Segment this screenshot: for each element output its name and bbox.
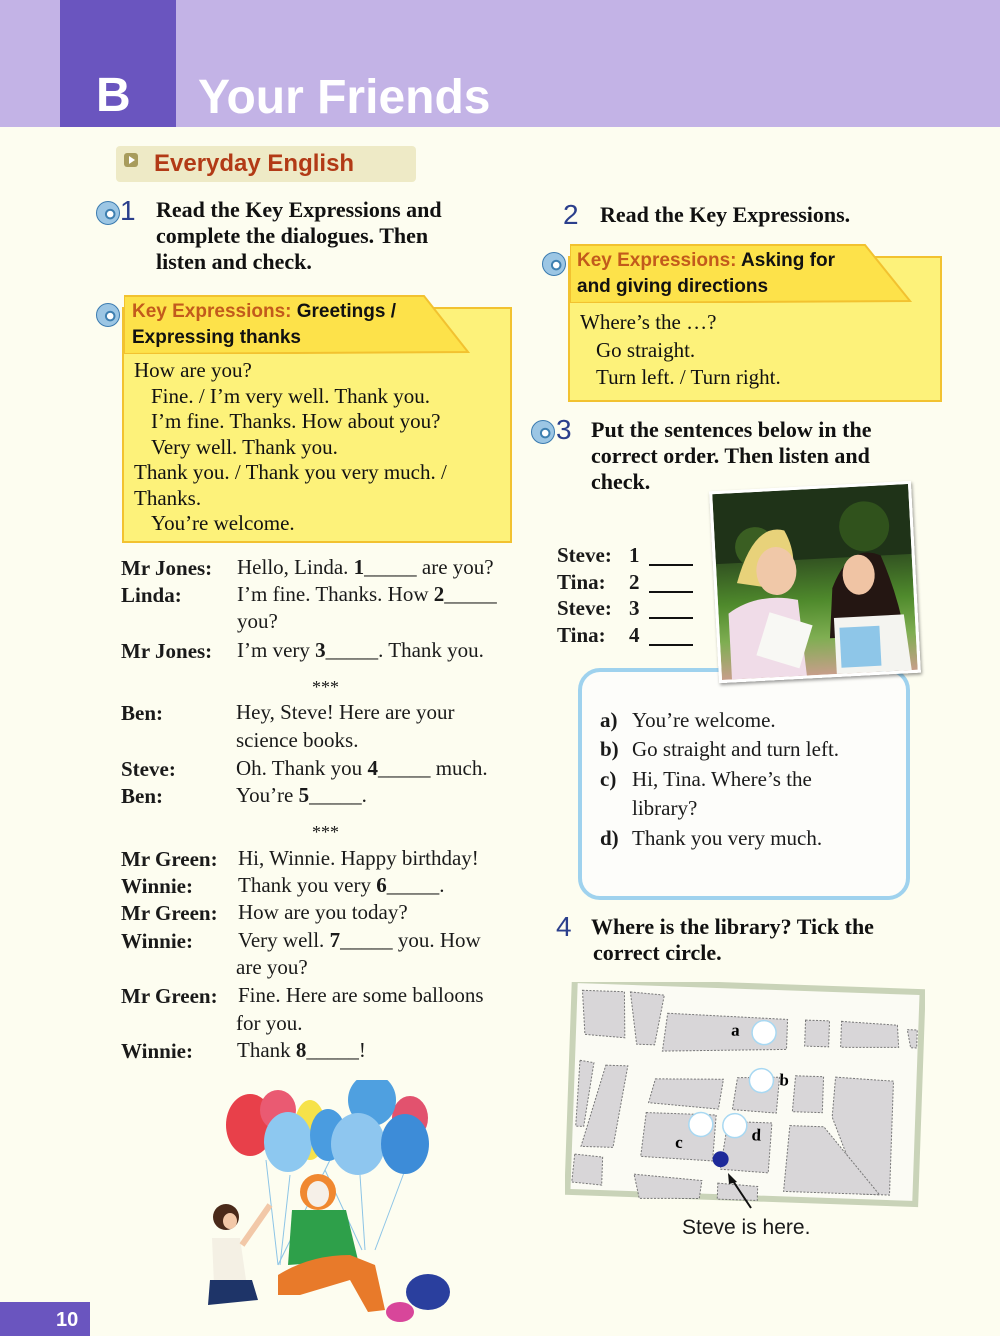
- order-row[interactable]: Steve: 1: [557, 542, 612, 568]
- exercise-4-instruction-line: Where is the library? Tick the: [591, 914, 874, 939]
- page-number: 10: [56, 1309, 79, 1331]
- dialogue-speaker: Winnie:: [121, 1039, 193, 1063]
- dialogue-line: Hey, Steve! Here are your: [236, 700, 455, 724]
- birthday-clown-illustration: [200, 1080, 450, 1330]
- dialogue-speaker: Mr Green:: [121, 847, 218, 871]
- key-expression: Thanks.: [134, 486, 202, 510]
- dialogue-speaker: Steve:: [121, 757, 176, 781]
- key-expression: Go straight.: [596, 338, 696, 362]
- map-circle-d: [722, 1113, 747, 1138]
- key-expression: Turn left. / Turn right.: [596, 365, 781, 389]
- option-item: d) Thank you very much.: [600, 826, 823, 850]
- answer-blank: [649, 644, 693, 646]
- exercise-1-instruction-line: complete the dialogues. Then: [156, 223, 429, 248]
- audio-cd-icon[interactable]: [96, 303, 120, 327]
- unit-letter: B: [96, 69, 131, 122]
- map-circle-b: [749, 1068, 774, 1093]
- exercise-1-instruction-line: Read the Key Expressions and: [156, 197, 442, 222]
- map-circle-a: [752, 1020, 777, 1045]
- exercise-3-instruction-line: Put the sentences below in the: [591, 417, 872, 442]
- dialogue-speaker: Winnie:: [121, 874, 193, 898]
- option-item: b) Go straight and turn left.: [600, 737, 840, 761]
- dialogue-speaker: Mr Jones:: [121, 639, 213, 663]
- dialogue-speaker: Ben:: [121, 784, 163, 808]
- audio-cd-icon[interactable]: [531, 420, 555, 444]
- answer-blank: [649, 564, 693, 566]
- dialogue-separator: ***: [312, 822, 339, 842]
- map-label-a: a: [730, 1020, 740, 1040]
- key-expression: You’re welcome.: [151, 511, 295, 535]
- dialogue-speaker: Winnie:: [121, 929, 193, 953]
- dialogue-line[interactable]: I’m fine. Thanks. How 2_____: [237, 582, 497, 606]
- map-label-b: b: [779, 1070, 790, 1090]
- dialogue-speaker: Mr Jones:: [121, 556, 213, 580]
- key-heading-part: Expressing thanks: [132, 327, 301, 348]
- key-expression: Thank you. / Thank you very much. /: [134, 460, 447, 484]
- answer-blank: [649, 617, 693, 619]
- play-icon: [124, 153, 138, 167]
- option-item: library?: [632, 796, 698, 820]
- option-item: a) You’re welcome.: [600, 708, 776, 732]
- key-heading-part: Asking for: [741, 250, 835, 271]
- answer-blank: [649, 591, 693, 593]
- dialogue-line[interactable]: Thank you very 6_____.: [238, 873, 445, 897]
- dialogue-line[interactable]: Thank 8_____!: [237, 1038, 366, 1062]
- exercise-1-instruction-line: listen and check.: [156, 249, 312, 274]
- key-expression: How are you?: [134, 358, 252, 382]
- dialogue-line: Hi, Winnie. Happy birthday!: [238, 846, 479, 870]
- dialogue-line[interactable]: Very well. 7_____ you. How: [238, 928, 481, 952]
- dialogue-line: Fine. Here are some balloons: [238, 983, 484, 1007]
- audio-cd-icon[interactable]: [542, 252, 566, 276]
- exercise-3-number: 3: [556, 414, 572, 445]
- key-expression: I’m fine. Thanks. How about you?: [151, 409, 441, 433]
- key-heading-part: and giving directions: [577, 276, 769, 297]
- key-box-heading: [577, 248, 835, 274]
- exercise-4-number: 4: [556, 911, 572, 942]
- dialogue-line: you?: [237, 609, 278, 633]
- page-title: Your Friends: [198, 71, 491, 124]
- key-expression: Where’s the …?: [580, 310, 717, 334]
- steve-and-tina-photo: [709, 481, 921, 683]
- dialogue-separator: ***: [312, 677, 339, 697]
- section-title: Everyday English: [154, 150, 355, 177]
- dialogue-line[interactable]: You’re 5_____.: [236, 783, 367, 807]
- exercise-4-instruction-line: correct circle.: [593, 940, 722, 965]
- dialogue-speaker: Ben:: [121, 701, 163, 725]
- exercise-2-number: 2: [563, 199, 579, 230]
- dialogue-line: science books.: [236, 728, 359, 752]
- option-item: c) Hi, Tina. Where’s the: [600, 767, 812, 791]
- exercise-2-instruction: Read the Key Expressions.: [600, 202, 851, 227]
- dialogue-speaker: Linda:: [121, 583, 182, 607]
- dialogue-line: for you.: [236, 1011, 303, 1035]
- order-row[interactable]: Tina: 4: [557, 622, 606, 648]
- key-label: Key Expressions:: [132, 301, 292, 322]
- audio-cd-icon[interactable]: [96, 201, 120, 225]
- dialogue-line[interactable]: Hello, Linda. 1_____ are you?: [237, 555, 494, 579]
- dialogue-line[interactable]: Oh. Thank you 4_____ much.: [236, 756, 488, 780]
- dialogue-line[interactable]: I’m very 3_____. Thank you.: [237, 638, 484, 662]
- exercise-3-instruction-line: correct order. Then listen and: [591, 443, 870, 468]
- dialogue-line: are you?: [236, 955, 308, 979]
- key-heading-part: Greetings /: [296, 301, 396, 322]
- map-label-d: d: [751, 1125, 762, 1145]
- key-expression: Fine. / I’m very well. Thank you.: [151, 384, 430, 408]
- order-row[interactable]: Steve: 3: [557, 595, 612, 621]
- key-expression: Very well. Thank you.: [151, 435, 338, 459]
- map-circle-c: [688, 1112, 713, 1137]
- map-caption: Steve is here.: [682, 1216, 811, 1239]
- library-map: [565, 982, 925, 1210]
- exercise-3-instruction-line: check.: [591, 469, 651, 494]
- key-label: Key Expressions:: [577, 250, 737, 271]
- order-row[interactable]: Tina: 2: [557, 569, 606, 595]
- dialogue-speaker: Mr Green:: [121, 901, 218, 925]
- dialogue-speaker: Mr Green:: [121, 984, 218, 1008]
- key-box-heading: [132, 299, 396, 325]
- exercise-1-number: 1: [120, 195, 136, 226]
- map-label-c: c: [674, 1132, 684, 1152]
- dialogue-line: How are you today?: [238, 900, 408, 924]
